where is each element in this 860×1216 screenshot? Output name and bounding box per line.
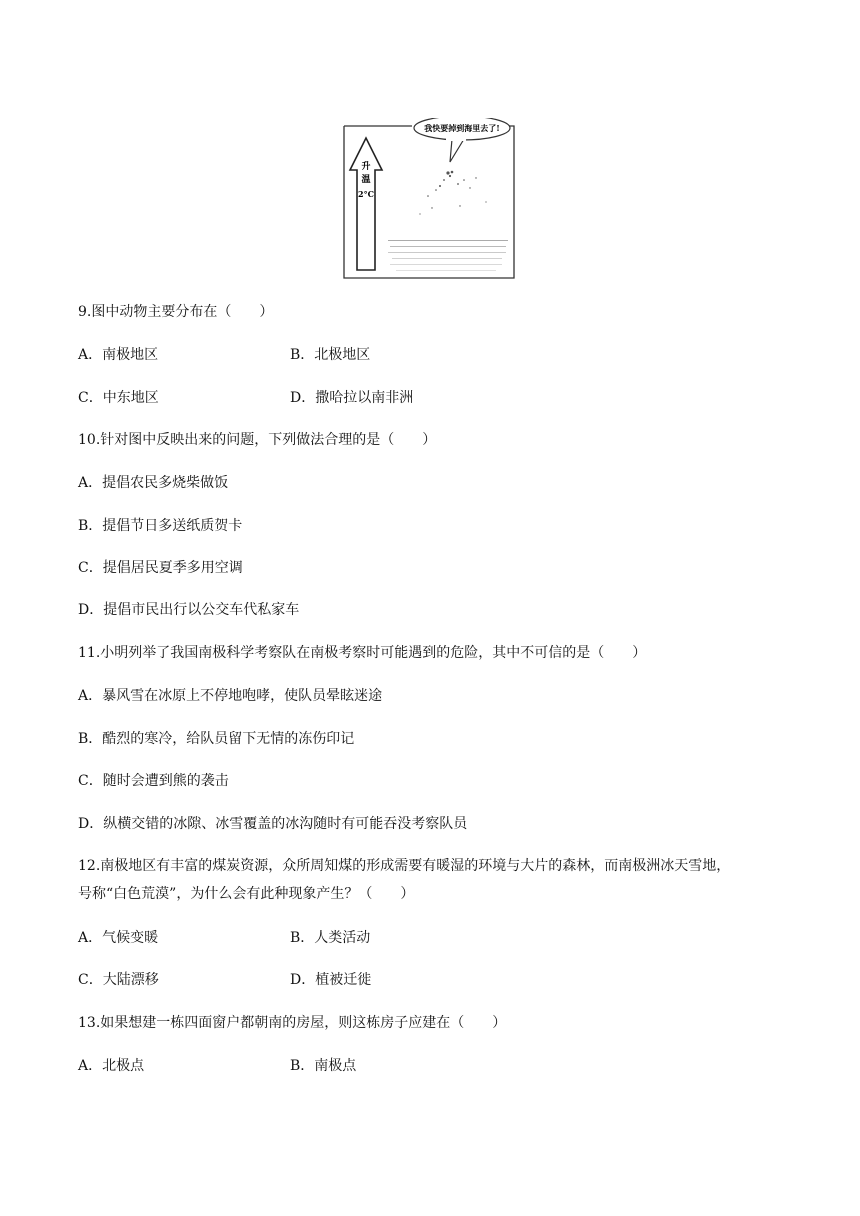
question-number: 12.	[78, 858, 101, 874]
option-9d[interactable]	[290, 388, 413, 408]
question-text: 如果想建一栋四面窗户都朝南的房屋，则这栋房子应建在（ ）	[100, 1015, 507, 1031]
option-text: 纵横交错的冰隙、冰雪覆盖的冰沟随时有可能吞没考察队员	[103, 816, 468, 832]
arrow-label-temp: 温	[361, 175, 371, 185]
option-text: 中东地区	[102, 390, 159, 406]
question-9	[78, 302, 273, 322]
option-11d[interactable]	[78, 814, 467, 834]
option-letter: D．	[78, 602, 104, 618]
question-figure	[340, 118, 516, 284]
question-number: 13.	[78, 1015, 101, 1031]
option-text: 提倡农民多烧柴做饭	[102, 475, 229, 491]
option-text: 人类活动	[314, 930, 371, 946]
option-12b[interactable]	[290, 928, 370, 948]
option-13b[interactable]	[290, 1056, 356, 1076]
option-10b[interactable]	[78, 516, 242, 536]
option-text: 暴风雪在冰原上不停地咆哮，使队员晕眩迷途	[102, 688, 383, 704]
option-letter: B．	[78, 518, 103, 534]
option-letter: B．	[290, 347, 315, 363]
question-text: 针对图中反映出来的问题，下列做法合理的是（ ）	[100, 432, 437, 448]
option-letter: D．	[78, 816, 104, 832]
arrow-label-degrees: 2°C	[358, 189, 374, 199]
question-number: 10.	[78, 432, 101, 448]
option-text: 北极地区	[314, 347, 371, 363]
polar-bear-warming-illustration	[340, 118, 516, 284]
option-letter: A．	[78, 475, 103, 491]
option-letter: C．	[78, 972, 103, 988]
option-text: 提倡居民夏季多用空调	[102, 560, 243, 576]
option-letter: C．	[78, 390, 103, 406]
option-letter: A．	[78, 1058, 103, 1074]
question-text-line2: 号称“白色荒漠”，为什么会有此种现象产生？（ ）	[78, 886, 415, 902]
option-text: 大陆漂移	[102, 972, 159, 988]
option-letter: B．	[78, 731, 103, 747]
option-letter: A．	[78, 688, 103, 704]
option-text: 酷烈的寒冷，给队员留下无情的冻伤印记	[102, 731, 355, 747]
question-13	[78, 1013, 506, 1033]
option-9b[interactable]	[290, 345, 370, 365]
rising-temperature-arrow	[350, 138, 382, 270]
option-text: 植被迁徙	[315, 972, 372, 988]
option-letter: B．	[290, 1058, 315, 1074]
option-text: 气候变暖	[102, 930, 159, 946]
question-12	[78, 856, 730, 876]
question-text: 小明列举了我国南极科学考察队在南极考察时可能遇到的危险，其中不可信的是（ ）	[100, 645, 647, 661]
question-11	[78, 643, 646, 663]
polar-bear-icon	[419, 171, 486, 215]
question-10	[78, 430, 436, 450]
option-11a[interactable]	[78, 686, 382, 706]
option-text: 南极地区	[102, 347, 159, 363]
question-text: 图中动物主要分布在（ ）	[91, 304, 274, 320]
option-12a[interactable]	[78, 928, 158, 948]
option-text: 北极点	[102, 1058, 145, 1074]
option-letter: C．	[78, 773, 103, 789]
option-letter: A．	[78, 930, 103, 946]
option-text: 提倡市民出行以公交车代私家车	[103, 602, 300, 618]
option-letter: A．	[78, 347, 103, 363]
option-9c[interactable]	[78, 388, 159, 408]
option-11c[interactable]	[78, 771, 229, 791]
question-number: 9.	[78, 304, 92, 320]
option-13a[interactable]	[78, 1056, 144, 1076]
option-9a[interactable]	[78, 345, 158, 365]
option-letter: B．	[290, 930, 315, 946]
option-text: 南极点	[314, 1058, 357, 1074]
sea-water-texture	[388, 240, 508, 271]
option-text: 提倡节日多送纸质贺卡	[102, 518, 243, 534]
option-11b[interactable]	[78, 729, 354, 749]
option-12d[interactable]	[290, 970, 371, 990]
arrow-label-rise: 升	[361, 162, 371, 172]
question-number: 11.	[78, 645, 101, 661]
option-text: 随时会遭到熊的袭击	[102, 773, 229, 789]
option-letter: C．	[78, 560, 103, 576]
option-12c[interactable]	[78, 970, 159, 990]
question-12-continued	[78, 884, 414, 904]
option-10a[interactable]	[78, 473, 228, 493]
speech-bubble-text: 我快要掉到海里去了!	[424, 123, 500, 133]
question-text-line1: 南极地区有丰富的煤炭资源，众所周知煤的形成需要有暖湿的环境与大片的森林，而南极洲冰天雪地，	[100, 858, 731, 874]
option-letter: D．	[290, 390, 316, 406]
option-10d[interactable]	[78, 600, 299, 620]
option-letter: D．	[290, 972, 316, 988]
option-10c[interactable]	[78, 558, 243, 578]
option-text: 撒哈拉以南非洲	[315, 390, 414, 406]
